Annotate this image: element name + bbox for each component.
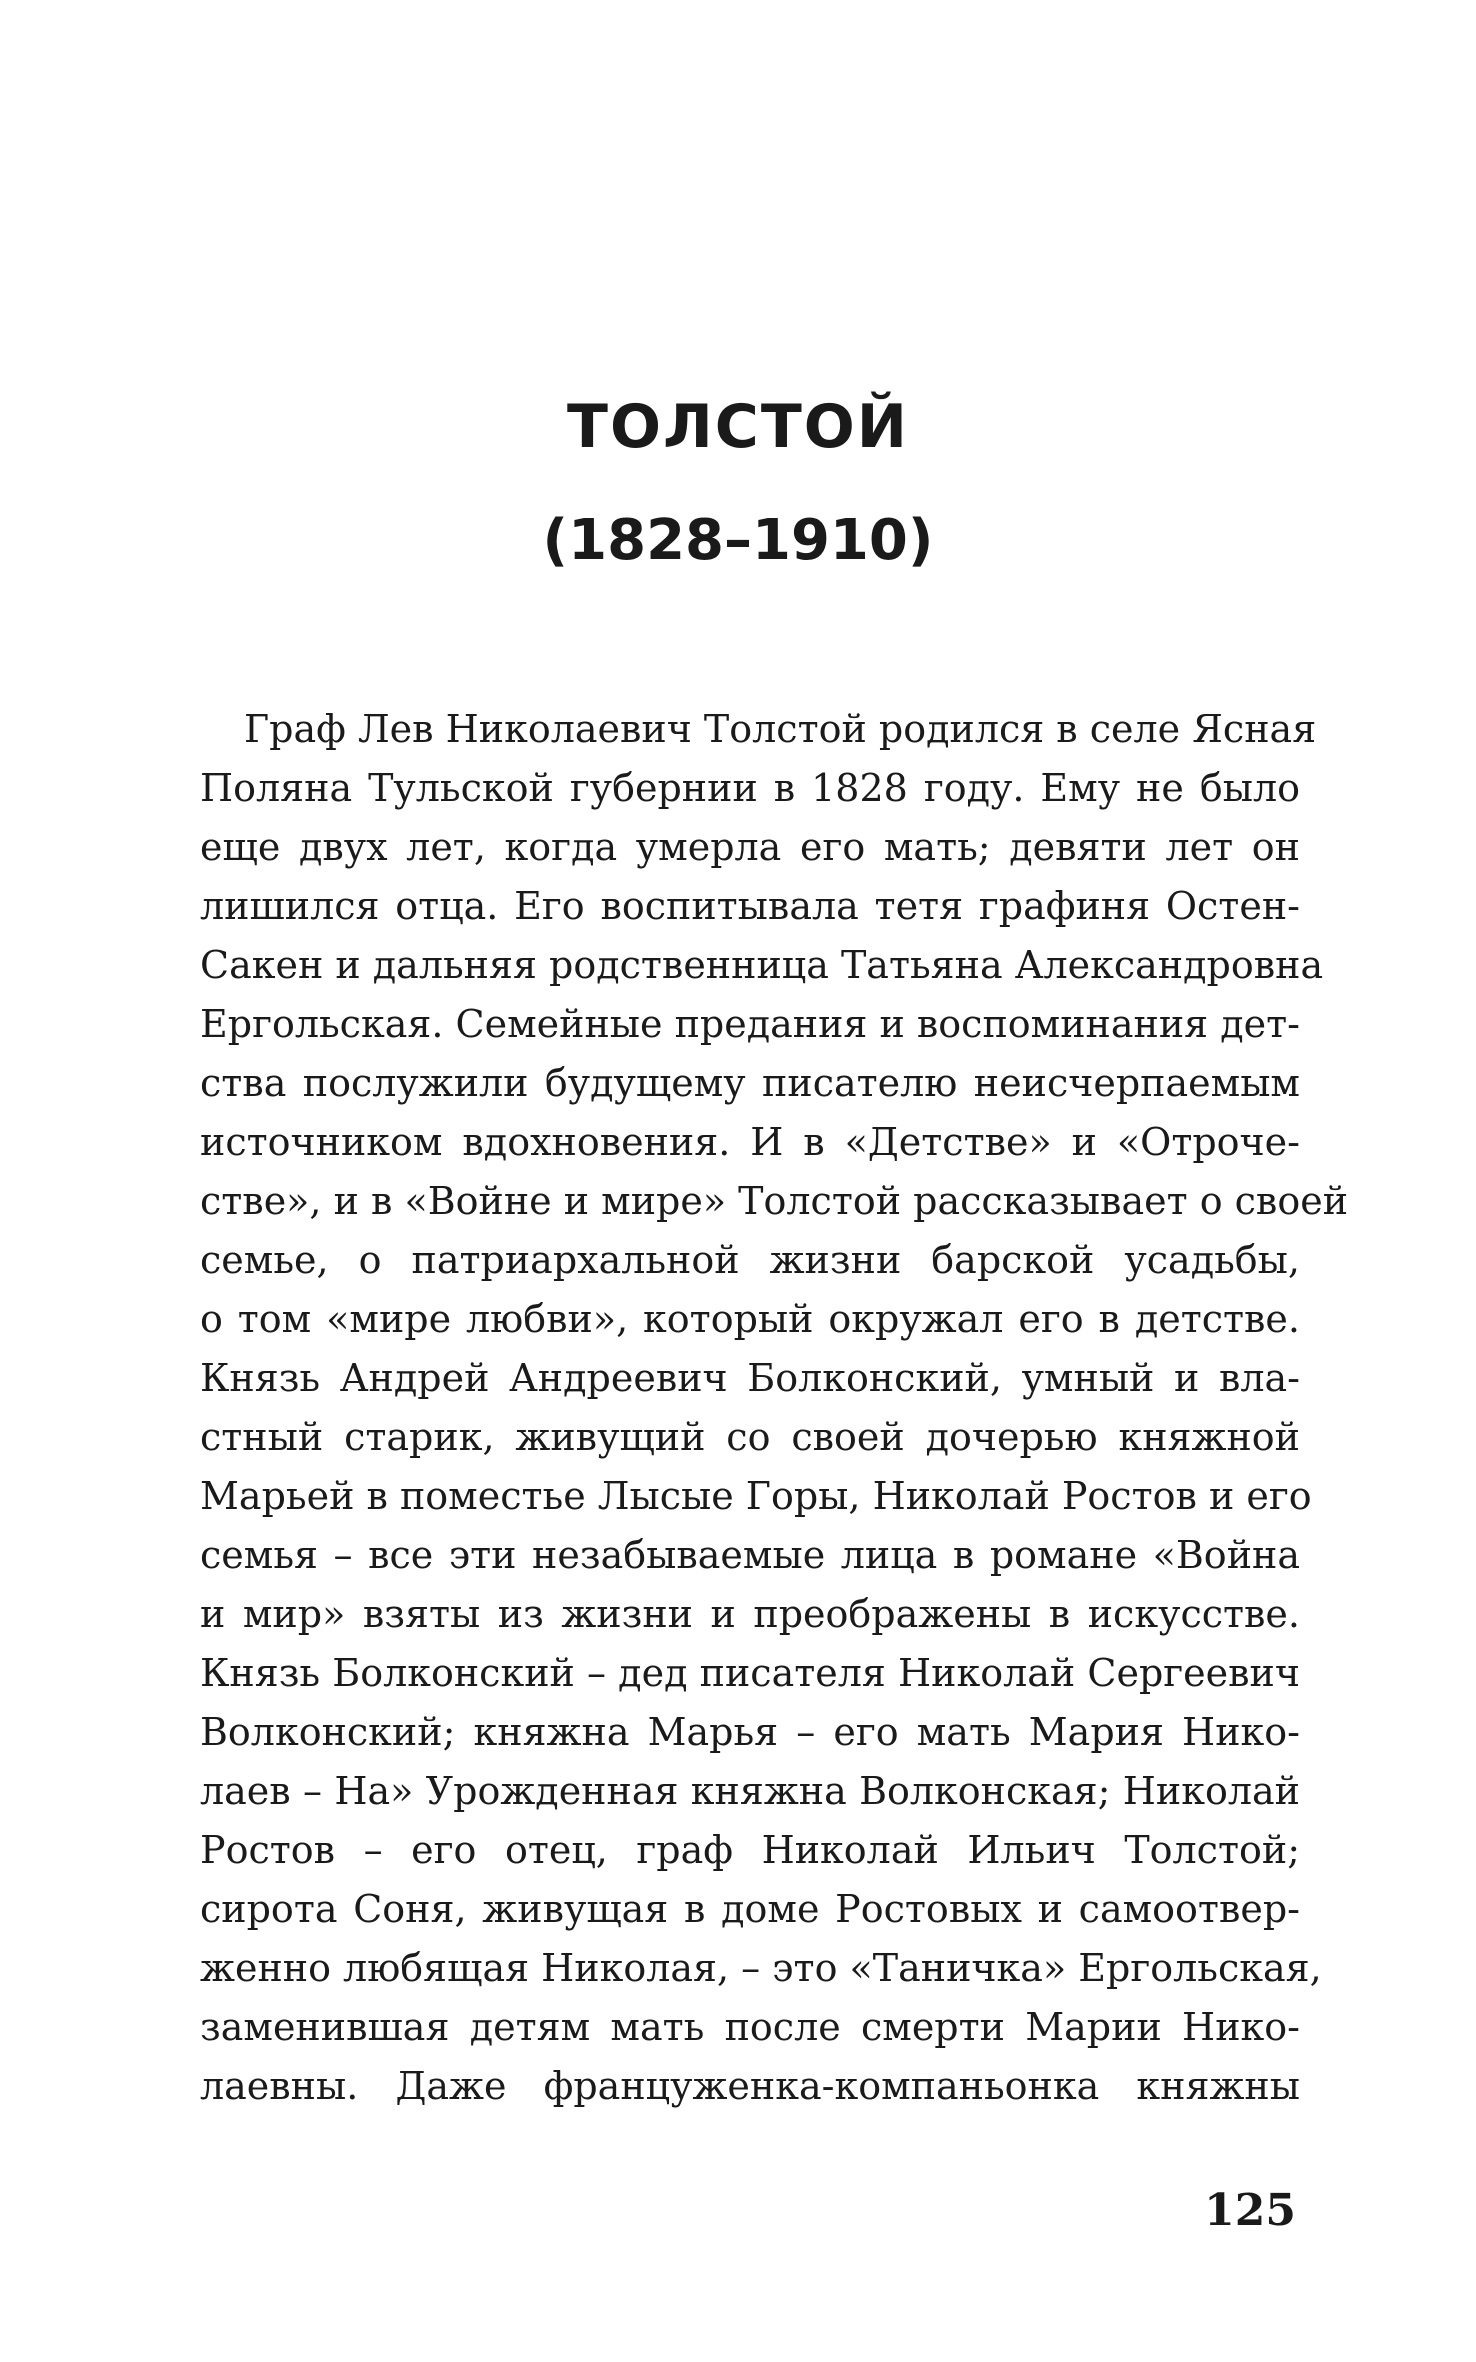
text-line: лаев – На» Урожденная княжна Волконская; Николай: [200, 1769, 1300, 1813]
text-line: заменившая детям мать после смерти Марии Нико-: [200, 2005, 1300, 2049]
text-line: Князь Болконский – дед писателя Николай Сергеевич: [200, 1651, 1300, 1695]
text-line: ства послужили будущему писателю неисчерпаемым: [200, 1061, 1300, 1105]
text-line: источником вдохновения. И в «Детстве» и «Отроче-: [200, 1120, 1300, 1164]
text-line: сирота Соня, живущая в доме Ростовых и самоотвер-: [200, 1887, 1300, 1931]
text-line: женно любящая Николая, – это «Таничка» Ергольская,: [200, 1946, 1322, 1990]
page-years: (1828–1910): [542, 508, 934, 573]
page-title: ТОЛСТОЙ: [567, 392, 909, 462]
page-number: 125: [1204, 2185, 1296, 2236]
text-line: стве», и в «Войне и мире» Толстой рассказывает о своей: [200, 1179, 1349, 1223]
text-line: Волконский; княжна Марья – его мать Мария Нико-: [200, 1710, 1300, 1754]
text-line: и мир» взяты из жизни и преображены в искусстве.: [200, 1592, 1300, 1636]
body-paragraph: [200, 700, 1349, 2116]
text-line: Поляна Тульской губернии в 1828 году. Ему не было: [200, 766, 1300, 810]
text-line: Ергольская. Семейные предания и воспоминания дет-: [200, 1002, 1300, 1046]
text-line: Сакен и дальняя родственница Татьяна Александровна: [200, 943, 1324, 987]
text-line: семья – все эти незабываемые лица в романе «Война: [200, 1533, 1300, 1577]
text-line: еще двух лет, когда умерла его мать; девяти лет он: [200, 825, 1300, 869]
text-line: Князь Андрей Андреевич Болконский, умный и вла-: [200, 1356, 1300, 1400]
text-line: семье, о патриархальной жизни барской усадьбы,: [200, 1238, 1300, 1282]
text-line: Граф Лев Николаевич Толстой родился в селе Ясная: [244, 707, 1317, 751]
text-line: Ростов – его отец, граф Николай Ильич Толстой;: [200, 1828, 1300, 1872]
text-line: стный старик, живущий со своей дочерью княжной: [200, 1415, 1300, 1459]
text-line: о том «мире любви», который окружал его в детстве.: [200, 1297, 1300, 1341]
text-line: лаевны. Даже француженка-компаньонка княжны: [200, 2064, 1300, 2108]
text-line: лишился отца. Его воспитывала тетя графиня Остен-: [200, 884, 1300, 928]
text-line: Марьей в поместье Лысые Горы, Николай Ростов и его: [200, 1474, 1312, 1518]
